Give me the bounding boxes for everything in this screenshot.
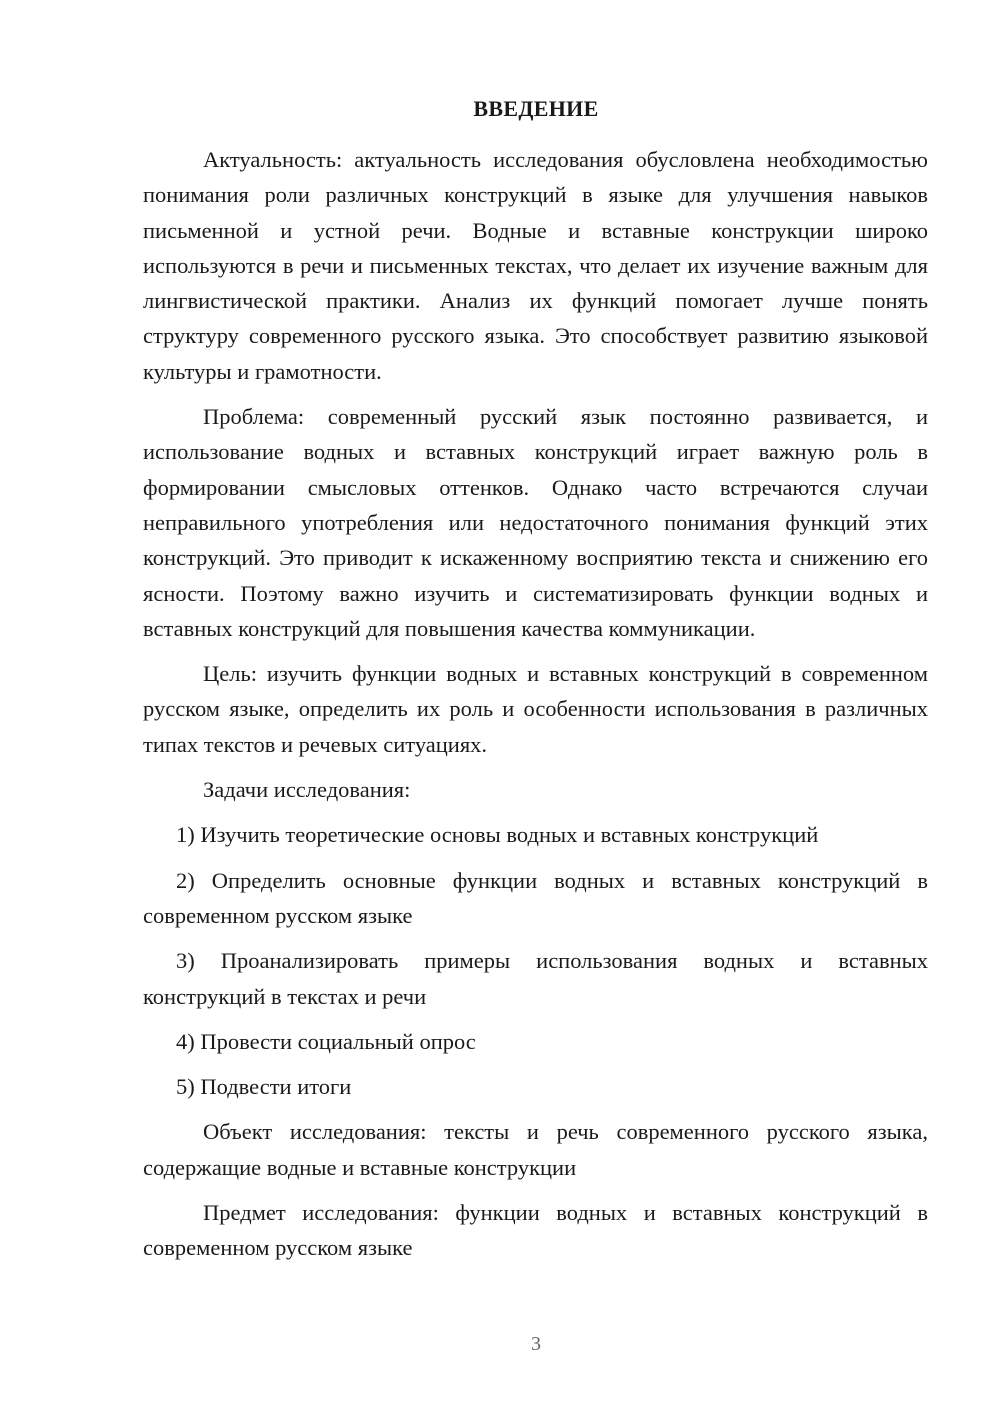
task-item-4: 4) Провести социальный опрос: [176, 1028, 476, 1054]
task-item-1: 1) Изучить теоретические основы водных и вставных конструкций: [176, 822, 819, 848]
paragraph-problem: Проблема: современный русский язык постоянно развивается, и использование водных и вставных конструкций играет важную роль в формировании смысловых оттенков. Однако часто встречаются случаи неправильного употребления или недостаточного понимания функций этих конструкций. Это приводит к искаженному восприятию текста и снижению его ясности. Поэтому важно изучить и систематизировать функции водных и вставных конструкций для повышения качества коммуникации.: [143, 404, 928, 641]
page-title: ВВЕДЕНИЕ: [473, 96, 599, 121]
page-number: 3: [531, 1333, 541, 1355]
task-item-3: 3) Проанализировать примеры использования водных и вставных конструкций в текстах и речи: [143, 948, 928, 1009]
paragraph-relevance: Актуальность: актуальность исследования обусловлена необходимостью понимания роли различных конструкций в языке для улучшения навыков письменной и устной речи. Водные и вставные конструкции широко используются в речи и письменных текстах, что делает их изучение важным для лингвистической практики. Анализ их функций помогает лучше понять структуру современного русского языка. Это способствует развитию языковой культуры и грамотности.: [143, 147, 928, 384]
paragraph-goal: Цель: изучить функции водных и вставных конструкций в современном русском языке, определить их роль и особенности использования в различных типах текстов и речевых ситуациях.: [143, 661, 928, 757]
task-item-2: 2) Определить основные функции водных и вставных конструкций в современном русском языке: [143, 867, 928, 928]
paragraph-subject: Предмет исследования: функции водных и вставных конструкций в современном русском языке: [143, 1200, 928, 1261]
document-body: [143, 142, 928, 1266]
task-item-5: 5) Подвести итоги: [176, 1074, 352, 1100]
paragraph-tasks-heading: Задачи исследования:: [203, 777, 411, 803]
paragraph-object: Объект исследования: тексты и речь современного русского языка, содержащие водные и вставные конструкции: [143, 1119, 928, 1180]
